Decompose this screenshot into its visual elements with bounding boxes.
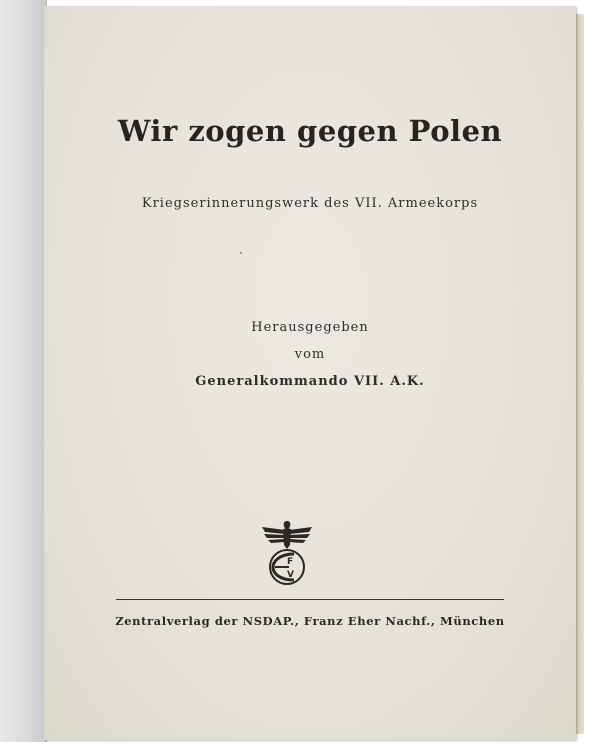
publisher-eagle-emblem-icon [259, 517, 315, 589]
paper-speck [240, 252, 242, 254]
imprint-rule [116, 599, 504, 600]
svg-text:V: V [287, 570, 294, 580]
editor-line-vom: vom [294, 347, 326, 362]
book-title: Wir zogen gegen Polen [117, 114, 503, 148]
publisher-imprint: Zentralverlag der NSDAP., Franz Eher Nachf., München [115, 614, 505, 628]
editor-line-herausgegeben: Herausgegeben [251, 320, 369, 335]
svg-text:F: F [287, 557, 294, 567]
title-page [44, 6, 576, 740]
editor-line-generalkommando: Generalkommando VII. A.K. [195, 374, 425, 389]
book-subtitle: Kriegserinnerungswerk des VII. Armeekorps [141, 196, 479, 211]
left-page-edge [0, 0, 47, 742]
